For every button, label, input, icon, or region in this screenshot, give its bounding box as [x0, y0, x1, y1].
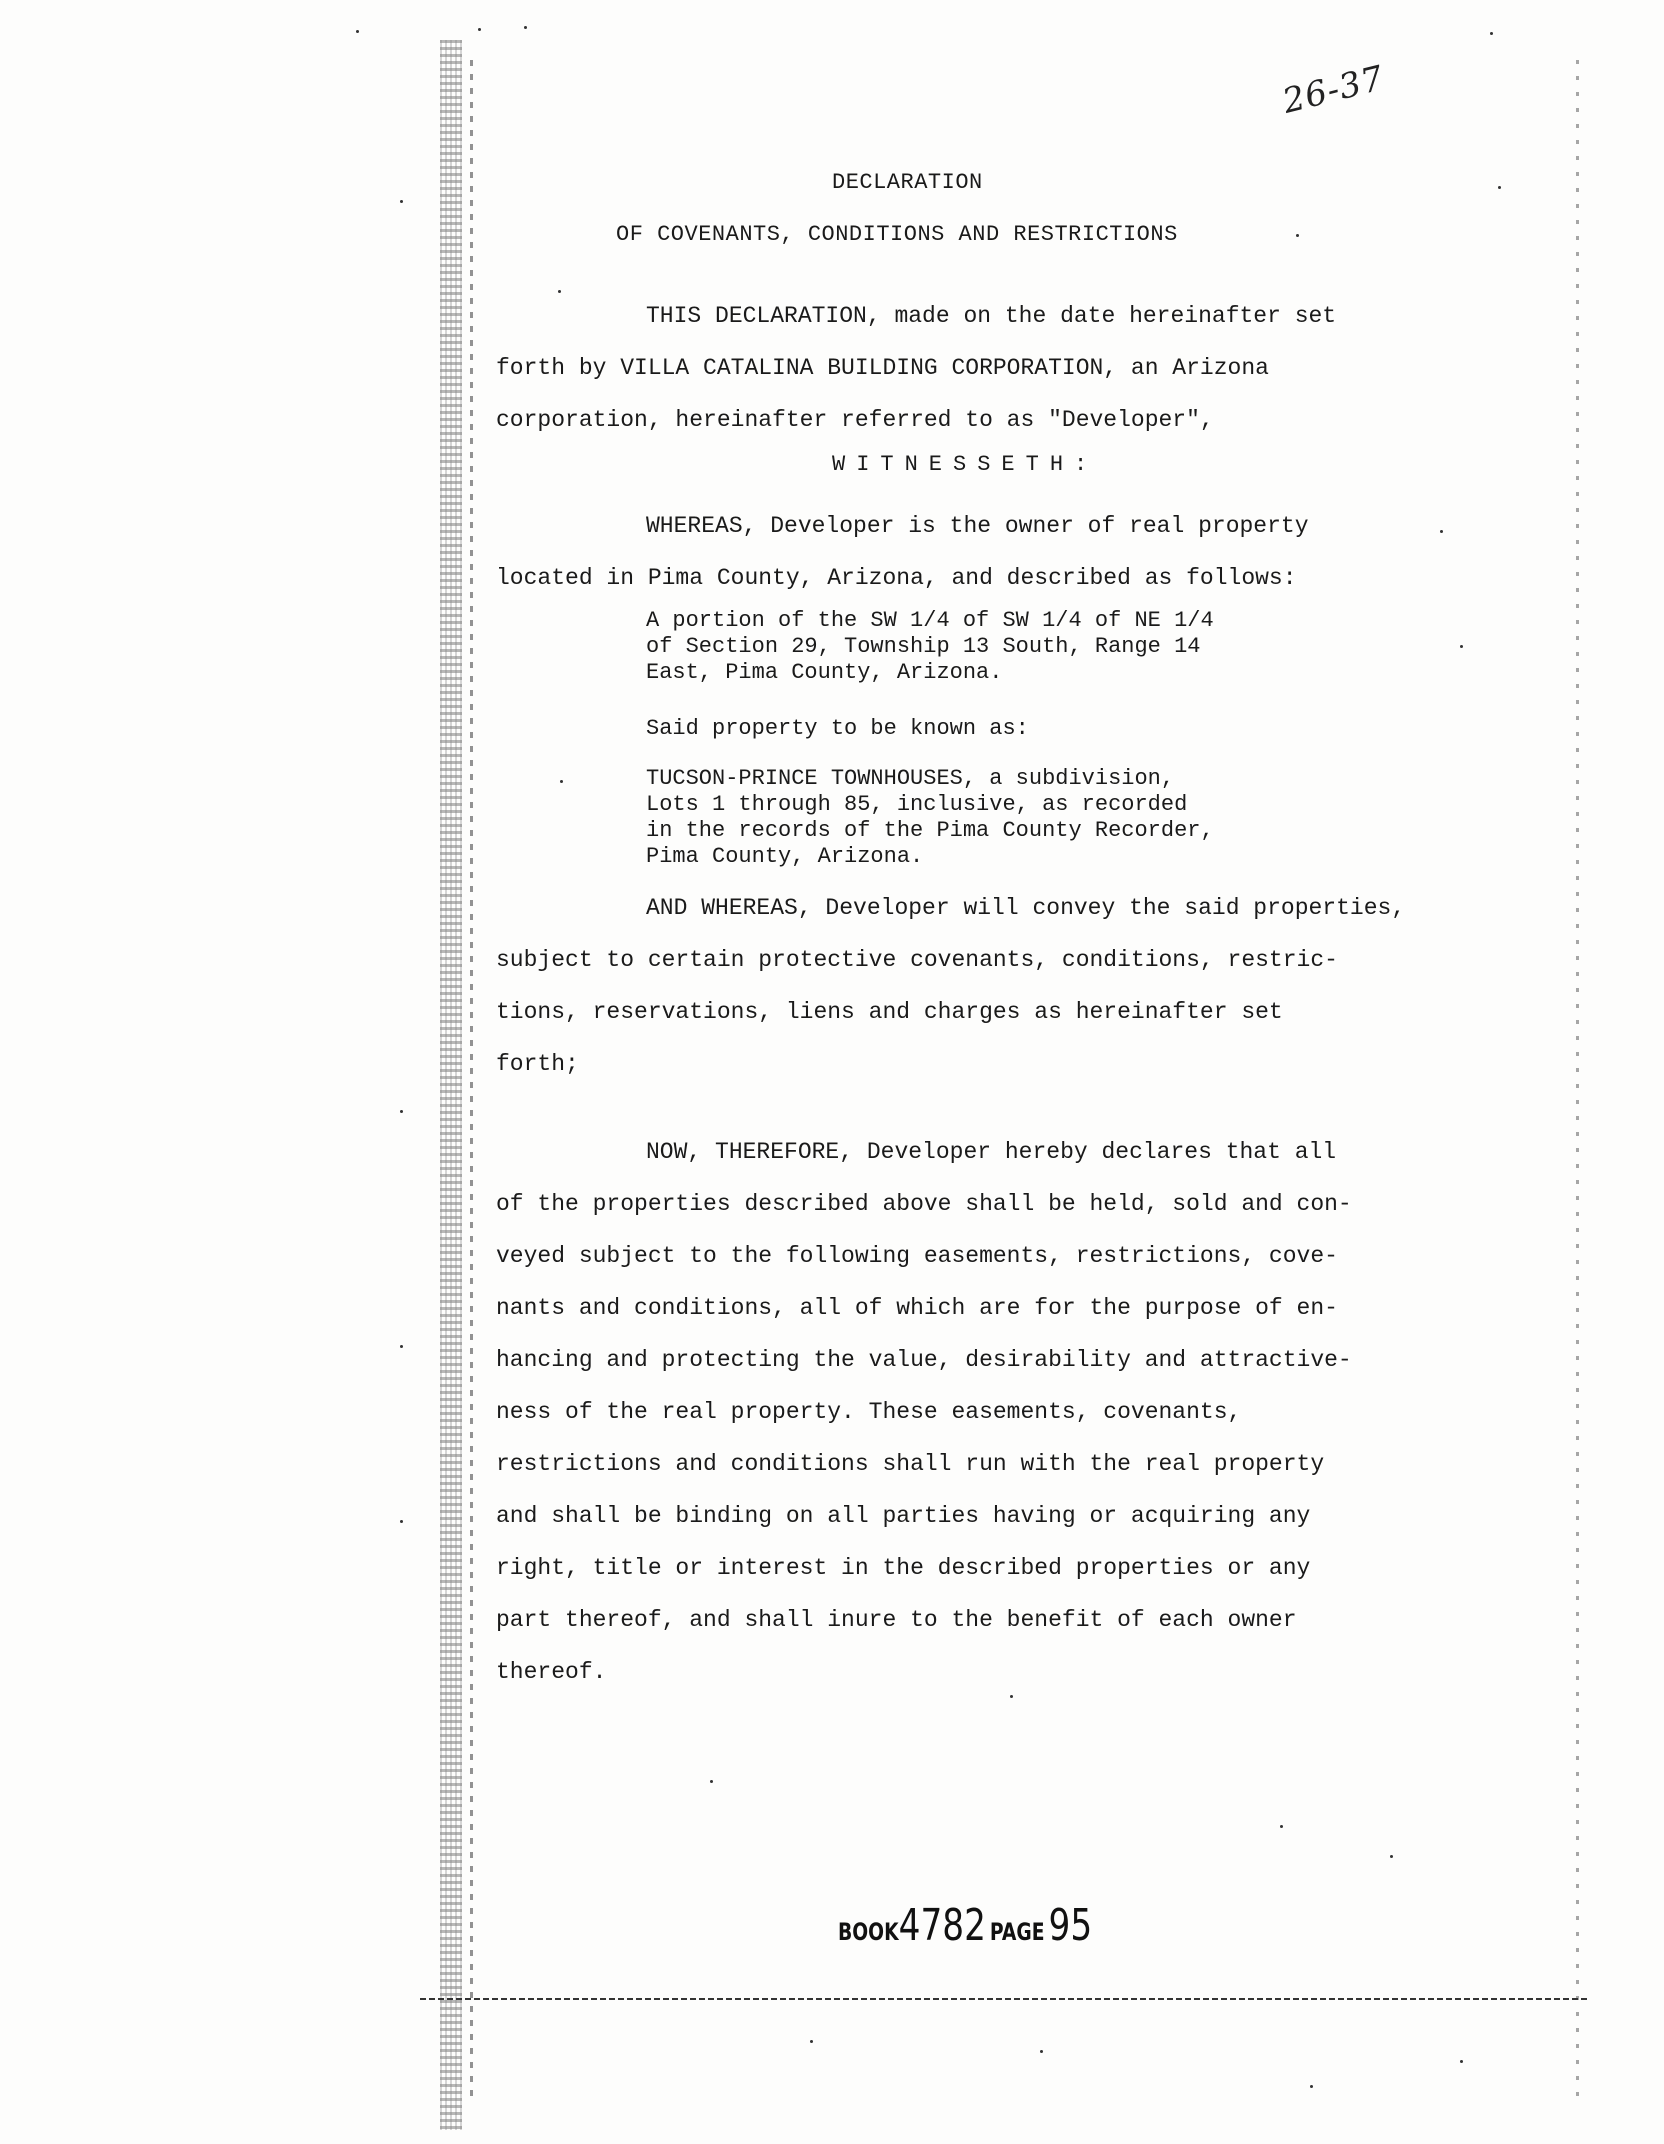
document-title: DECLARATION [832, 170, 983, 195]
scan-speck [810, 2040, 813, 2043]
scan-speck [1040, 2050, 1043, 2053]
scan-speck [1440, 530, 1443, 533]
page-label: PAGE [989, 1918, 1045, 1946]
scan-speck [400, 1345, 403, 1348]
intro-paragraph: THIS DECLARATION, made on the date hereinafter set forth by VILLA CATALINA BUILDING CORPORATION, an Arizona corporation, hereinafter referred to as "Developer", [496, 303, 1337, 433]
book-number: 4782 [898, 1900, 986, 1951]
scan-speck [400, 1520, 403, 1523]
scan-speck [1280, 1825, 1283, 1828]
scan-speck [524, 26, 527, 29]
scan-speck [1310, 2085, 1313, 2088]
known-as-label: Said property to be known as: [646, 716, 1029, 741]
book-label: BOOK [838, 1918, 899, 1946]
and-whereas-paragraph: AND WHEREAS, Developer will convey the said properties, subject to certain protective covenants, conditions, restric- tions, reservations, liens and charges as hereinafter set forth; [496, 895, 1406, 1077]
binding-margin-line [470, 60, 473, 2100]
page-number: 95 [1048, 1900, 1093, 1951]
scan-speck [1390, 1855, 1393, 1858]
scan-speck [1498, 186, 1501, 189]
scan-speck [1010, 1695, 1013, 1698]
scan-speck [560, 780, 563, 783]
handwritten-note: 26-37 [1278, 58, 1389, 122]
scan-speck [1296, 234, 1299, 237]
scan-speck [356, 30, 359, 33]
subdivision-description: TUCSON-PRINCE TOWNHOUSES, a subdivision, Lots 1 through 85, inclusive, as recorded in the records of the Pima County Recorder, Pima County, Arizona. [646, 766, 1214, 869]
binding-edge-artifact [440, 40, 462, 2130]
scan-speck [400, 200, 403, 203]
scan-speck [558, 290, 561, 293]
scan-speck [710, 1780, 713, 1783]
scan-speck [1460, 645, 1463, 648]
bottom-rule-line [420, 1998, 1590, 2000]
witnesseth-heading: WITNESSETH: [832, 452, 1099, 477]
scan-speck [1490, 32, 1493, 35]
now-therefore-paragraph: NOW, THEREFORE, Developer hereby declares that all of the properties described above shall be held, sold and con- veyed subject to the following easements, restrictions, cove- nants and conditions, all of which are for the purpose of en- hancing and protecting the value, desirability and attractive- ness of the real property. These easements, covenants, restrictions and conditions shall run with the real property and shall be binding on all parties having or acquiring any right, title or interest in the described properties or any part thereof, and shall inure to the benefit of each owner thereof. [496, 1139, 1352, 1685]
right-edge-artifact [1576, 60, 1579, 2100]
whereas-paragraph: WHEREAS, Developer is the owner of real property located in Pima County, Arizona, and described as follows: [496, 513, 1309, 591]
document-subtitle: OF COVENANTS, CONDITIONS AND RESTRICTIONS [616, 222, 1178, 247]
scan-speck [400, 1110, 403, 1113]
scan-speck [478, 28, 481, 31]
legal-description: A portion of the SW 1/4 of SW 1/4 of NE 1/4 of Section 29, Township 13 South, Range 14 East, Pima County, Arizona. [646, 608, 1214, 685]
recording-reference [838, 1900, 1092, 1951]
scan-speck [1460, 2060, 1463, 2063]
